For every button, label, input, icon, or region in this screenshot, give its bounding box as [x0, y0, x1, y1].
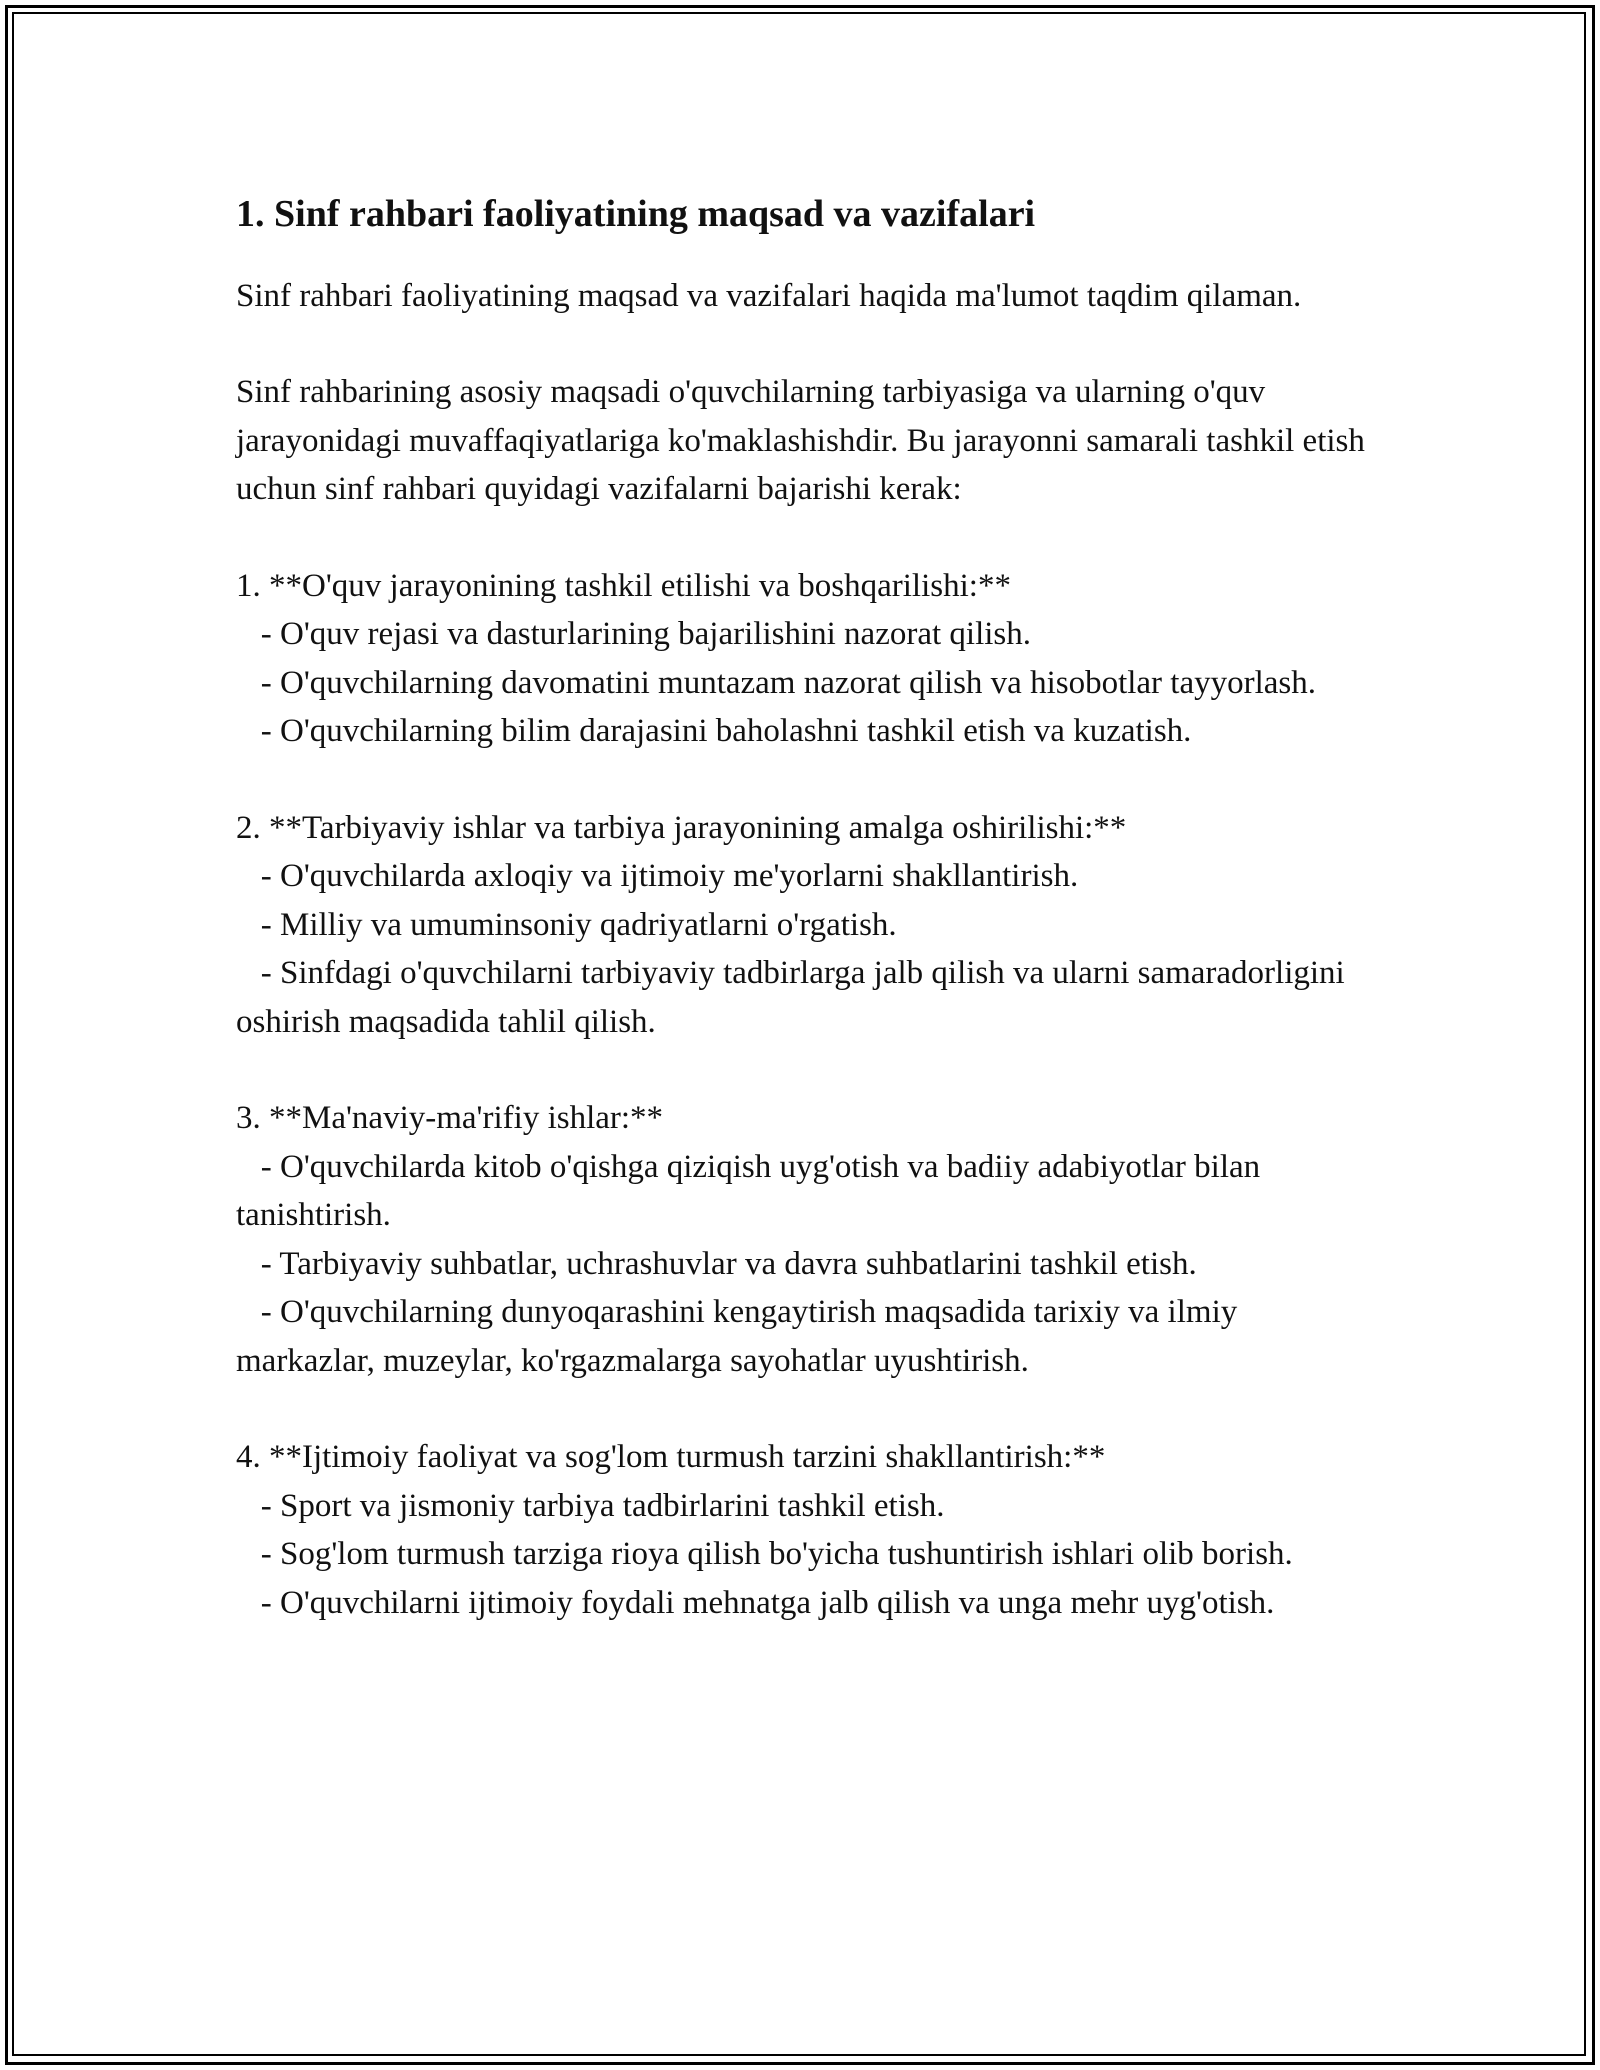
section-title: 3. **Ma'naviy-ma'rifiy ishlar:** — [236, 1100, 664, 1136]
body-paragraph: Sinf rahbarining asosiy maqsadi o'quvchilarning tarbiyasiga va ularning o'quv jarayonidagi muvaffaqiyatlariga ko'maklashishdir. Bu jarayonni samarali tashkil etish uchun sinf rahbari quyidagi vazifalarni bajarishi kerak: — [236, 374, 1365, 507]
section-upbringing — [236, 804, 1376, 1047]
intro-paragraph: Sinf rahbari faoliyatining maqsad va vazifalari haqida ma'lumot taqdim qilaman. — [236, 278, 1302, 314]
page-title: 1. Sinf rahbari faoliyatining maqsad va vazifalari — [236, 193, 1036, 235]
list-item: - Tarbiyaviy suhbatlar, uchrashuvlar va davra suhbatlarini tashkil etish. — [236, 1245, 1197, 1282]
section-title: 1. **O'quv jarayonining tashkil etilishi va boshqarilishi:** — [236, 567, 1011, 604]
list-item: - Sinfdagi o'quvchilarni tarbiyaviy tadbirlarga jalb qilish va ularni samaradorligini oshirish maqsadida tahlil qilish. — [236, 955, 1345, 1040]
section-title: 4. **Ijtimoiy faoliyat va sog'lom turmush tarzini shakllantirish:** — [236, 1439, 1106, 1475]
list-item: - O'quvchilarning davomatini muntazam nazorat qilish va hisobotlar tayyorlash. — [236, 664, 1317, 701]
section-title: 2. **Tarbiyaviy ishlar va tarbiya jarayonining amalga oshirilishi:** — [236, 809, 1127, 846]
list-item: - Milliy va umuminsoniy qadriyatlarni o'rgatish. — [236, 906, 897, 943]
section-spiritual-education — [236, 1094, 1376, 1385]
list-item: - O'quvchilarda kitob o'qishga qiziqish uyg'otish va badiiy adabiyotlar bilan tanishtirish. — [236, 1148, 1261, 1233]
list-item: - O'quvchilarning dunyoqarashini kengaytirish maqsadida tarixiy va ilmiy markazlar, muzeylar, ko'rgazmalarga sayohatlar uyushtirish. — [236, 1294, 1238, 1379]
section-social-activity — [236, 1433, 1376, 1627]
section-study-process — [236, 562, 1376, 756]
list-item: - O'quv rejasi va dasturlarining bajarilishini nazorat qilish. — [236, 616, 1031, 652]
list-item: - O'quvchilarda axloqiy va ijtimoiy me'yorlarni shakllantirish. — [236, 858, 1079, 894]
list-item: - O'quvchilarni ijtimoiy foydali mehnatga jalb qilish va unga mehr uyg'otish. — [236, 1584, 1275, 1621]
list-item: - Sport va jismoniy tarbiya tadbirlarini tashkil etish. — [236, 1487, 945, 1524]
document-page — [236, 188, 1376, 1675]
list-item: - O'quvchilarning bilim darajasini baholashni tashkil etish va kuzatish. — [236, 713, 1192, 749]
list-item: - Sog'lom turmush tarziga rioya qilish bo'yicha tushuntirish ishlari olib borish. — [236, 1536, 1293, 1572]
